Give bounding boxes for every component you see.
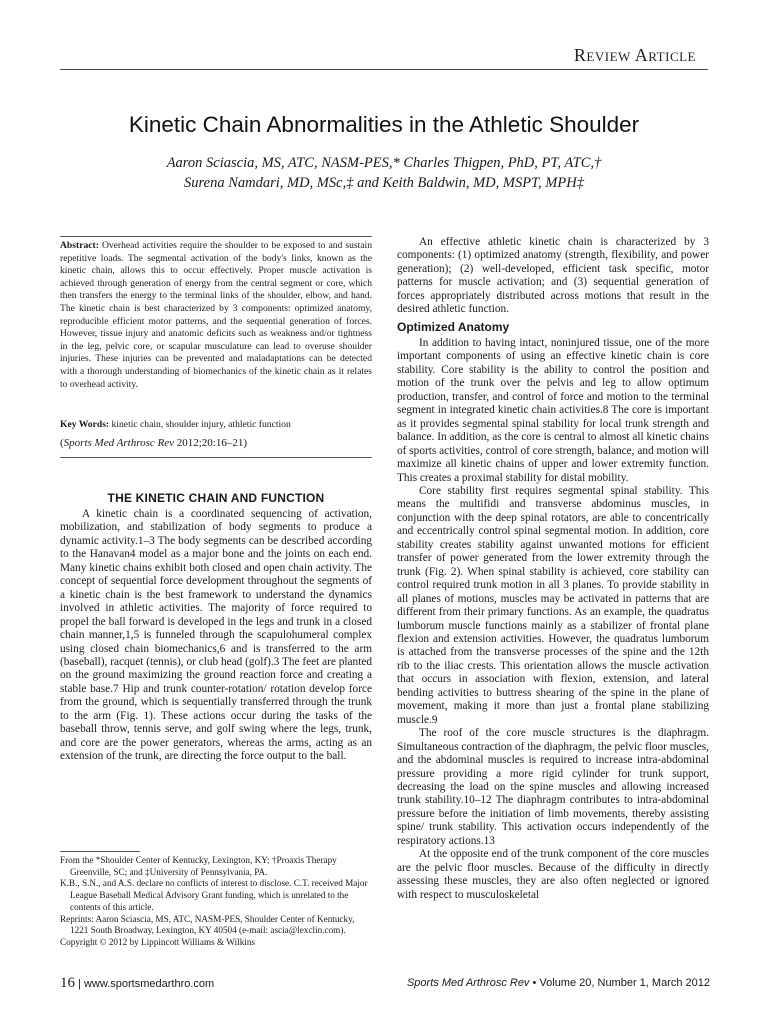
header-rule bbox=[60, 69, 708, 70]
abstract bbox=[60, 240, 372, 391]
journal-website-link[interactable]: www.sportsmedarthro.com bbox=[83, 978, 215, 990]
left-column-body bbox=[60, 508, 372, 764]
footer-left bbox=[60, 975, 214, 992]
right-column-intro bbox=[397, 236, 709, 317]
footnote-rule bbox=[60, 851, 140, 852]
footer-right bbox=[407, 977, 710, 989]
paragraph: The roof of the core muscle structures is the diaphragm. Simultaneous contraction of the diaphragm, the pelvic floor muscles, and the abdominal muscles is required to increase intra-abdominal pressure providing a more rigid cylinder for trunk support, decreasing the load on the spine muscles and allowing increased trunk stability.10–12 The diaphragm contributes to intra-abdominal pressure before the initiation of limb movements, thereby assisting spine/ trunk stability. This activation occurs independently of the respiratory actions.13 bbox=[397, 727, 709, 847]
footer-separator: | bbox=[78, 978, 81, 990]
paragraph: Core stability first requires segmental spinal stability. This means the multifidi and transverse abdominus muscles, in conjunction with the deep spinal rotators, are able to concentrically and eccentrically control spinal segmental motion. In addition, core stability creates stability against unwanted motions for efficient transfer of power generated from the lower extremity through the trunk (Fig. 2). When spinal stability is achieved, core stability can control required trunk motion in all 3 planes. To provide stability in all planes of motions, muscles may be activated in patterns that are different from their primary functions. As an example, the quadratus lumborum muscle functions mainly as a stabilizer of frontal plane flexion and extension activities. However, the quadratus lumborum is attached from the transverse processes of the spine and the 12th rib to the iliac crests. This orientation allows the muscle activation that occurs in association with flexion, extension, and lateral bending activities to buttress shearing of the spine in the plane of movement, making it more than just a frontal plane stabilizing muscle.9 bbox=[397, 484, 709, 726]
section-heading-kinetic-chain: THE KINETIC CHAIN AND FUNCTION bbox=[107, 491, 325, 505]
citation-details: 2012;20:16–21) bbox=[173, 437, 247, 449]
paragraph: At the opposite end of the trunk component of the core muscles are the pelvic floor muscles. Because of the difficulty in directly assessing these muscles, they are also often neglected or ignored with respect to musculoskeletal bbox=[397, 848, 709, 901]
article-title: Kinetic Chain Abnormalities in the Athletic Shoulder bbox=[128, 112, 640, 137]
keywords-text: kinetic chain, shoulder injury, athletic function bbox=[111, 419, 291, 430]
keywords bbox=[60, 419, 372, 432]
abstract-label: Abstract: bbox=[60, 240, 99, 251]
right-column-body bbox=[397, 337, 709, 902]
keywords-label: Key Words: bbox=[60, 419, 110, 430]
abstract-bottom-rule bbox=[60, 457, 372, 458]
footnote-affiliations: From the *Shoulder Center of Kentucky, Lexington, KY; †Proaxis Therapy Greenville, SC; and ‡University of Pennsylvania, PA. bbox=[60, 855, 337, 877]
abstract-top-rule bbox=[60, 236, 372, 237]
footer-journal: Sports Med Arthrosc Rev bbox=[406, 977, 530, 989]
footnote-reprints: Reprints: Aaron Sciascia, MS, ATC, NASM-PES, Shoulder Center of Kentucky, 1221 South Broadway, Lexington, KY 40504 (e-mail: ascia@lexclin.com). bbox=[60, 913, 355, 936]
citation bbox=[60, 437, 372, 449]
subheading-optimized-anatomy: Optimized Anatomy bbox=[397, 320, 510, 334]
citation-journal: Sports Med Arthrosc Rev bbox=[63, 437, 174, 449]
footer-issue: • Volume 20, Number 1, March 2012 bbox=[529, 977, 710, 989]
citation-open: ( bbox=[60, 437, 64, 449]
author-line-2: Surena Namdari, MD, MSc,‡ and Keith Baldwin, MD, MSPT, MPH‡ bbox=[184, 175, 584, 191]
paragraph: In addition to having intact, noninjured tissue, one of the more important components of using an effective kinetic chain is core stability. Core stability is the ability to control the position and motion of the trunk over the pelvis and leg to allow optimum production, transfer, and control of force and motion to the terminal segment in integrated kinetic chain activities.8 The core is important as it provides segmental spinal stability for local trunk strength and balance. In addition, as the core is central to almost all kinetic chains of sports activities, control of core strength, balance, and motion will maximize all kinetic chains of upper and lower extremity function. This creates a proximal stability for distal mobility. bbox=[397, 337, 709, 484]
footnote-conflicts: K.B., S.N., and A.S. declare no conflicts of interest to disclose. C.T. received Major League Baseball Medical Advisory Grant funding, which is unrelated to the contents of this article. bbox=[60, 878, 368, 912]
footnote-copyright: Copyright © 2012 by Lippincott Williams & Wilkins bbox=[60, 936, 256, 947]
page-number: 16 bbox=[60, 975, 75, 991]
paragraph: A kinetic chain is a coordinated sequencing of activation, mobilization, and stabilization of body segments to produce a dynamic activity.1–3 The body segments can be described according to the Hanavan4 model as a major bone and the joints on each end. Many kinetic chains exhibit both closed and open chain activity. The concept of sequential force development throughout the segments of a kinetic chain is the best framework to understand the dynamics involved in athletic activities. The majority of force required to propel the ball forward is developed in the legs and trunk in a closed chain manner,1,5 is funneled through the scapulohumeral complex using closed chain biomechanics,6 and is transferred to the arm (baseball), racquet (tennis), or club head (golf).3 The feet are planted on the ground maximizing the ground reaction force and creating a stable base.7 Hip and trunk counter-rotation/ rotation develop force from the ground, which is sequentially transferred through the trunk to the arm (Fig. 1). These actions occur during the tasks of the baseball throw, tennis serve, and golf swing where the legs, trunk, and core are the power generators, whereas the arms, acting as an extension of the trunk, are directing the force output to the ball. bbox=[60, 508, 372, 763]
review-article-label: Review Article bbox=[573, 45, 696, 65]
author-line-1: Aaron Sciascia, MS, ATC, NASM-PES,* Charles Thigpen, PhD, PT, ATC,† bbox=[166, 155, 602, 171]
footnotes bbox=[60, 855, 372, 949]
author-list bbox=[0, 153, 768, 193]
paragraph: An effective athletic kinetic chain is characterized by 3 components: (1) optimized anatomy (strength, flexibility, and power generation); (2) well-developed, efficient task specific, motor patterns for muscle activation; and (3) sequential generation of forces appropriately distributed across motions that result in the desired athletic function. bbox=[397, 236, 709, 316]
abstract-text: Overhead activities require the shoulder to be exposed to and sustain repetitive loads. The segmental activation of the body's links, known as the kinetic chain, allows this to occur effectively. Proper muscle activation is achieved through generation of energy from the central segment or core, which then transfers the energy to the terminal links of the shoulder, elbow, and hand. The kinetic chain is best characterized by 3 components: optimized anatomy, reproducible efficient motor patterns, and the sequential generation of forces. However, tissue injury and anatomic deficits such as weakness and/or tightness in the leg, pelvic core, or scapular musculature can lead to overuse shoulder injuries. These injuries can be prevented and maladaptations can be detected with a thorough understanding of biomechanics of the kinetic chain as it relates to overhead activity. bbox=[60, 240, 372, 390]
